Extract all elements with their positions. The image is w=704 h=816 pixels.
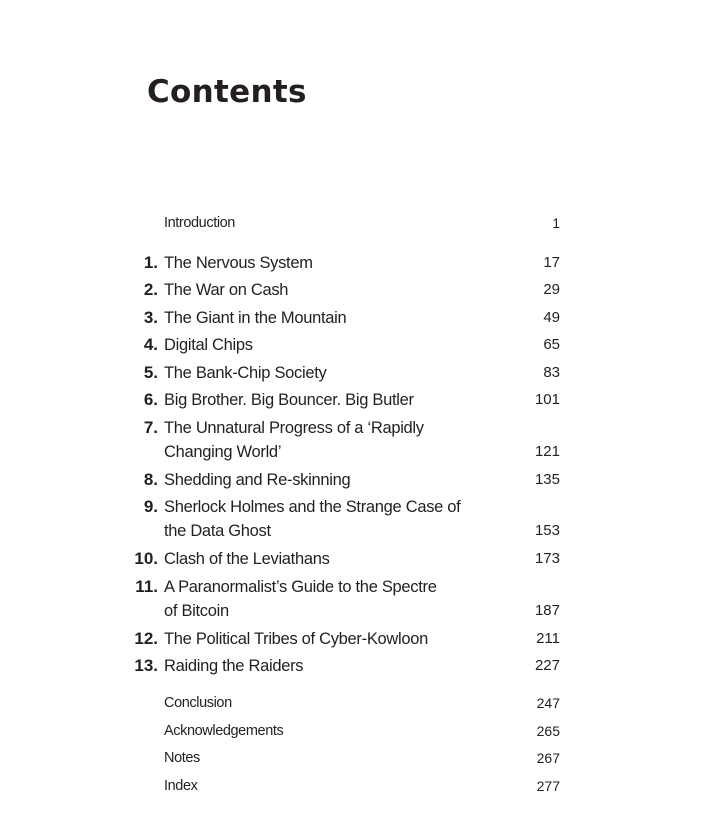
- chapter-title: Clash of the Leviathans: [164, 550, 330, 568]
- chapter-title-line-1: A Paranormalist’s Guide to the Spectre: [164, 578, 437, 596]
- chapter-title: Digital Chips: [164, 336, 253, 354]
- toc-entry-page: 265: [536, 723, 560, 739]
- toc-entry-title: Acknowledgements: [164, 723, 284, 739]
- chapter-title: Big Brother. Big Bouncer. Big Butler: [164, 391, 414, 409]
- chapter-page: 153: [534, 522, 560, 539]
- chapter-page: 121: [534, 443, 560, 460]
- chapter-number: 5.: [143, 363, 158, 382]
- toc-entry-page: 247: [536, 695, 560, 711]
- chapter-title: Raiding the Raiders: [164, 657, 304, 675]
- chapter-number: 6.: [143, 390, 158, 409]
- toc-entry-title: Notes: [164, 750, 200, 766]
- toc-entry-page: 277: [536, 778, 560, 794]
- chapter-number: 3.: [143, 308, 158, 327]
- chapter-page: 83: [543, 364, 560, 381]
- toc-entry-title: Introduction: [164, 215, 235, 231]
- toc-entry-title: Index: [164, 778, 198, 794]
- chapter-number: 9.: [143, 497, 158, 516]
- chapter-title-line-2: the Data Ghost: [164, 522, 271, 540]
- chapter-title-line-1: Sherlock Holmes and the Strange Case of: [164, 498, 461, 516]
- chapter-number: 11.: [135, 577, 158, 596]
- chapter-number: 13.: [134, 656, 158, 675]
- chapter-page: 49: [543, 309, 560, 326]
- chapter-page: 227: [534, 657, 560, 674]
- chapter-page: 187: [534, 602, 560, 619]
- chapter-number: 7.: [143, 418, 158, 437]
- chapter-page: 173: [534, 550, 560, 567]
- chapter-title: The Nervous System: [164, 254, 313, 272]
- chapter-title: The Giant in the Mountain: [164, 309, 347, 327]
- chapter-number: 1.: [143, 253, 158, 272]
- chapter-page: 135: [534, 471, 560, 488]
- chapter-title: The War on Cash: [164, 281, 289, 299]
- chapter-title-line-2: Changing World’: [164, 443, 282, 461]
- chapter-title-line-2: of Bitcoin: [164, 602, 229, 620]
- chapter-title: The Political Tribes of Cyber-Kowloon: [164, 630, 429, 648]
- chapter-number: 8.: [143, 470, 158, 489]
- chapter-page: 65: [543, 336, 560, 353]
- chapter-title: Shedding and Re-skinning: [164, 471, 351, 489]
- chapter-title-line-1: The Unnatural Progress of a ‘Rapidly: [164, 419, 424, 437]
- page-title: Contents: [147, 74, 307, 110]
- chapter-page: 211: [536, 630, 560, 647]
- chapter-page: 29: [543, 281, 560, 298]
- chapter-number: 4.: [143, 335, 158, 354]
- chapter-number: 10.: [134, 549, 158, 568]
- toc-entry-page: 1: [552, 215, 560, 231]
- chapter-number: 12.: [134, 629, 158, 648]
- toc-entry-title: Conclusion: [164, 695, 232, 711]
- chapter-number: 2.: [143, 280, 158, 299]
- toc-entry-page: 267: [536, 750, 560, 766]
- chapter-page: 17: [543, 254, 560, 271]
- chapter-title: The Bank-Chip Society: [164, 364, 327, 382]
- chapter-page: 101: [534, 391, 560, 408]
